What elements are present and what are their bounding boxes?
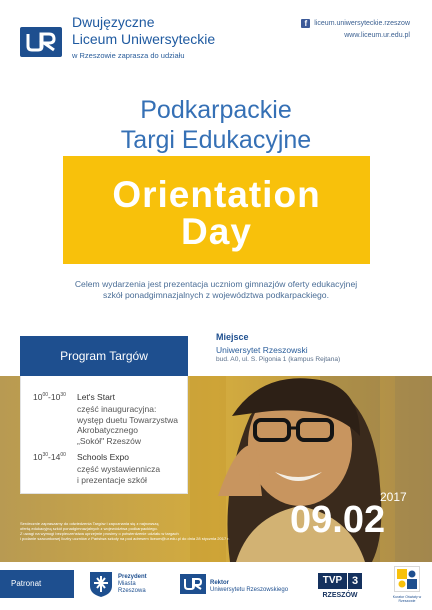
fine-print-line3: Z uwagi na wymogi bezpieczeństwa uprzejmie prosimy o potwierdzenie udziału w targach	[20, 531, 179, 536]
ur-logo	[20, 27, 62, 57]
invitation-text: w Rzeszowie zaprasza do udziału	[72, 51, 185, 60]
facebook-text: liceum.uniwersyteckie.rzeszow	[314, 20, 410, 27]
event-title-line1: Podkarpackie	[140, 96, 292, 124]
facebook-icon: f	[301, 19, 310, 28]
place-address: bud. A0, ul. S. Pigonia 1 (kampus Rejtana)	[216, 356, 341, 363]
facebook-link[interactable]	[301, 19, 410, 28]
tvp3-logo: TVP 3	[318, 573, 362, 589]
banner-line2: Day	[181, 211, 252, 252]
description-line2: szkół ponadgimnazjalnych z województwa podkarpackiego.	[103, 290, 329, 300]
website-link[interactable]: www.liceum.ur.edu.pl	[344, 32, 410, 39]
patron-prezydent: Prezydent Miasta Rzeszowa	[118, 574, 147, 594]
orientation-day-banner	[63, 156, 370, 264]
program-item-2-desc: część wystawiennicza i prezentacje szkół	[77, 464, 161, 485]
fine-print-line4: i podanie szacunkowej liczby uczniów z Państwa szkoły na pod adresem liceum@ur.edu.pl do dnia 28 stycznia 2017 r.	[20, 536, 230, 541]
program-header: Program Targów	[20, 336, 188, 376]
program-item-1-desc: część inauguracyjna: występ duetu Towarzystwa Akrobatycznego „Sokół" Rzeszów	[77, 404, 178, 446]
program-item-1-title: Let's Start	[77, 392, 116, 402]
event-date: 09.02	[290, 499, 386, 541]
banner-line1: Orientation	[112, 174, 321, 215]
school-name-line2: Liceum Uniwersyteckie	[72, 31, 216, 47]
program-panel	[20, 376, 188, 494]
kurator-emblem-icon	[394, 566, 420, 592]
place-label: Miejsce	[216, 332, 249, 342]
patron-rektor: Rektor Uniwersytetu Rzeszowskiego	[210, 580, 289, 593]
fine-print-line1: Serdecznie zapraszamy do odwiedzenia Targów i zapoznania się z najnowszą	[20, 521, 159, 526]
description-line1: Celem wydarzenia jest prezentacja uczniom gimnazjów oferty edukacyjnej	[74, 279, 358, 289]
event-title-line2: Targi Edukacyjne	[120, 126, 312, 154]
place-name: Uniwersytet Rzeszowski	[216, 345, 308, 355]
event-year: 2017	[380, 490, 407, 504]
kurator-label: Kurator Oświaty w Rzeszowie	[392, 595, 422, 603]
ur-logo-small-icon	[180, 574, 206, 594]
program-item-2-title: Schools Expo	[77, 452, 129, 462]
fine-print-line2: ofertą edukacyjną szkół ponadgimnazjalnych z województwa podkarpackiego.	[20, 526, 158, 531]
patronat-label: Patronat	[0, 570, 74, 598]
tvp3-city: RZESZÓW	[322, 592, 358, 599]
program-item-2-time: $10^{30}-14^{00}$	[33, 452, 66, 462]
program-item-1-time: $10^{00}-10^{30}$	[33, 392, 66, 402]
school-name-line1: Dwujęzyczne	[72, 14, 155, 30]
rzeszow-city-emblem-icon	[88, 570, 114, 598]
